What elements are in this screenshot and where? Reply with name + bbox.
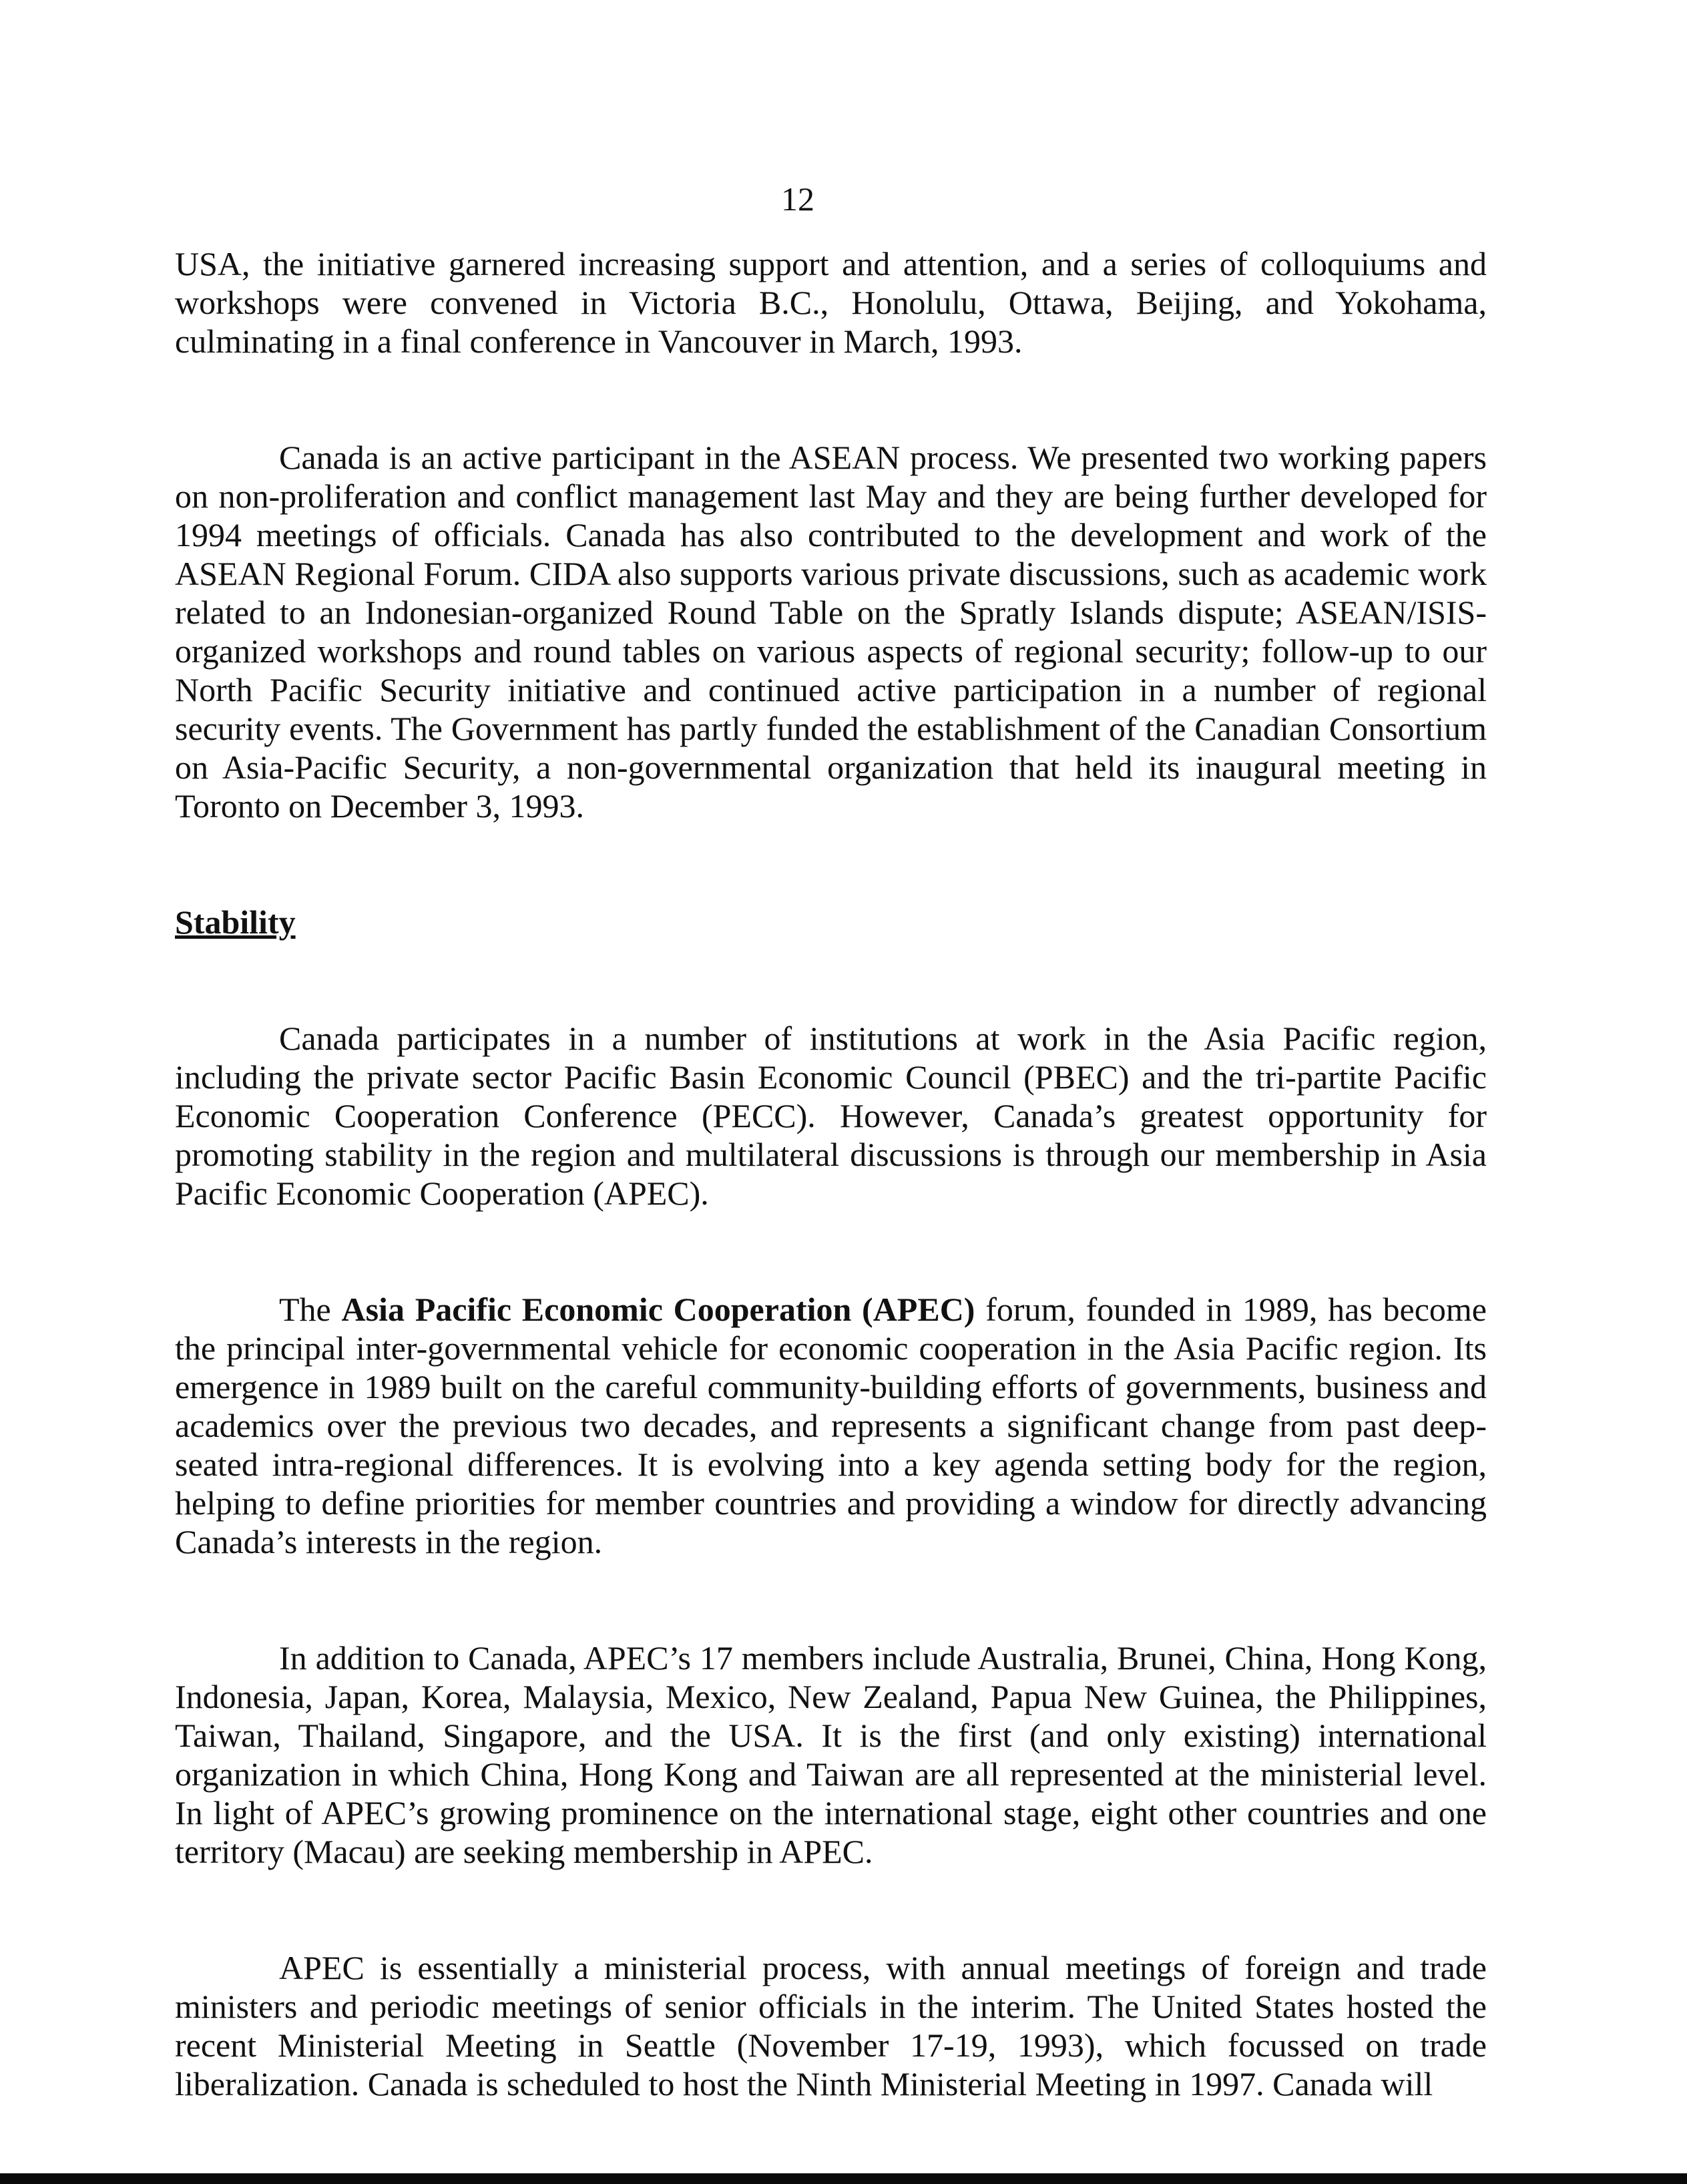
paragraph-apec-lead: The: [279, 1291, 331, 1328]
page-number: 12: [781, 180, 814, 218]
paragraph-apec-forum: [175, 1290, 1487, 1561]
paragraph-apec-rest: forum, founded in 1989, has become the principal inter-governmental vehicle for economic cooperation in the Asia Pacific region. Its emergence in 1989 built on the careful community-building efforts of governments, business and academics over the previous two decades, and represents a significant change from past deep-seated intra-regional differences. It is evolving into a key agenda setting body for the region, helping to define priorities for member countries and providing a window for directly advancing Canada’s interests in the region.: [175, 1291, 1487, 1560]
paragraph-apec-members: In addition to Canada, APEC’s 17 members include Australia, Brunei, China, Hong Kong, Indonesia, Japan, Korea, Malaysia, Mexico, New Zealand, Papua New Guinea, the Philippines, Taiwan, Thailand, Singapore, and the USA. It is the first (and only existing) international organization in which China, Hong Kong and Taiwan are all represented at the ministerial level. In light of APEC’s growing prominence on the international stage, eight other countries and one territory (Macau) are seeking membership in APEC.: [175, 1639, 1487, 1870]
document-body: [175, 244, 1487, 2181]
paragraph-apec-process: APEC is essentially a ministerial process, with annual meetings of foreign and trade ministers and periodic meetings of senior officials in the interim. The United States hosted the recent Ministerial Meeting in Seattle (November 17-19, 1993), which focussed on trade liberalization. Canada is scheduled to host the Ninth Ministerial Meeting in 1997. Canada will: [175, 1949, 1487, 2103]
apec-bold-term: Asia Pacific Economic Cooperation (APEC): [341, 1291, 975, 1328]
paragraph-institutions: Canada participates in a number of institutions at work in the Asia Pacific region, including the private sector Pacific Basin Economic Council (PBEC) and the tri-partite Pacific Economic Cooperation Conference (PECC). However, Canada’s greatest opportunity for promoting stability in the region and multilateral discussions is through our membership in Asia Pacific Economic Cooperation (APEC).: [175, 1020, 1487, 1212]
bottom-edge-bar: [0, 2173, 1687, 2184]
paragraph-asean: Canada is an active participant in the ASEAN process. We presented two working papers on non-proliferation and conflict management last May and they are being further developed for 1994 meetings of officials. Canada has also contributed to the development and work of the ASEAN Regional Forum. CIDA also supports various private discussions, such as academic work related to an Indonesian-organized Round Table on the Spratly Islands dispute; ASEAN/ISIS-organized workshops and round tables on various aspects of regional security; follow-up to our North Pacific Security initiative and continued active participation in a number of regional security events. The Government has partly funded the establishment of the Canadian Consortium on Asia-Pacific Security, a non-governmental organization that held its inaugural meeting in Toronto on December 3, 1993.: [175, 439, 1487, 825]
section-heading-stability: Stability: [175, 903, 296, 941]
paragraph-continued: USA, the initiative garnered increasing support and attention, and a series of colloquiums and workshops were convened in Victoria B.C., Honolulu, Ottawa, Beijing, and Yokohama, culminating in a final conference in Vancouver in March, 1993.: [175, 245, 1487, 360]
